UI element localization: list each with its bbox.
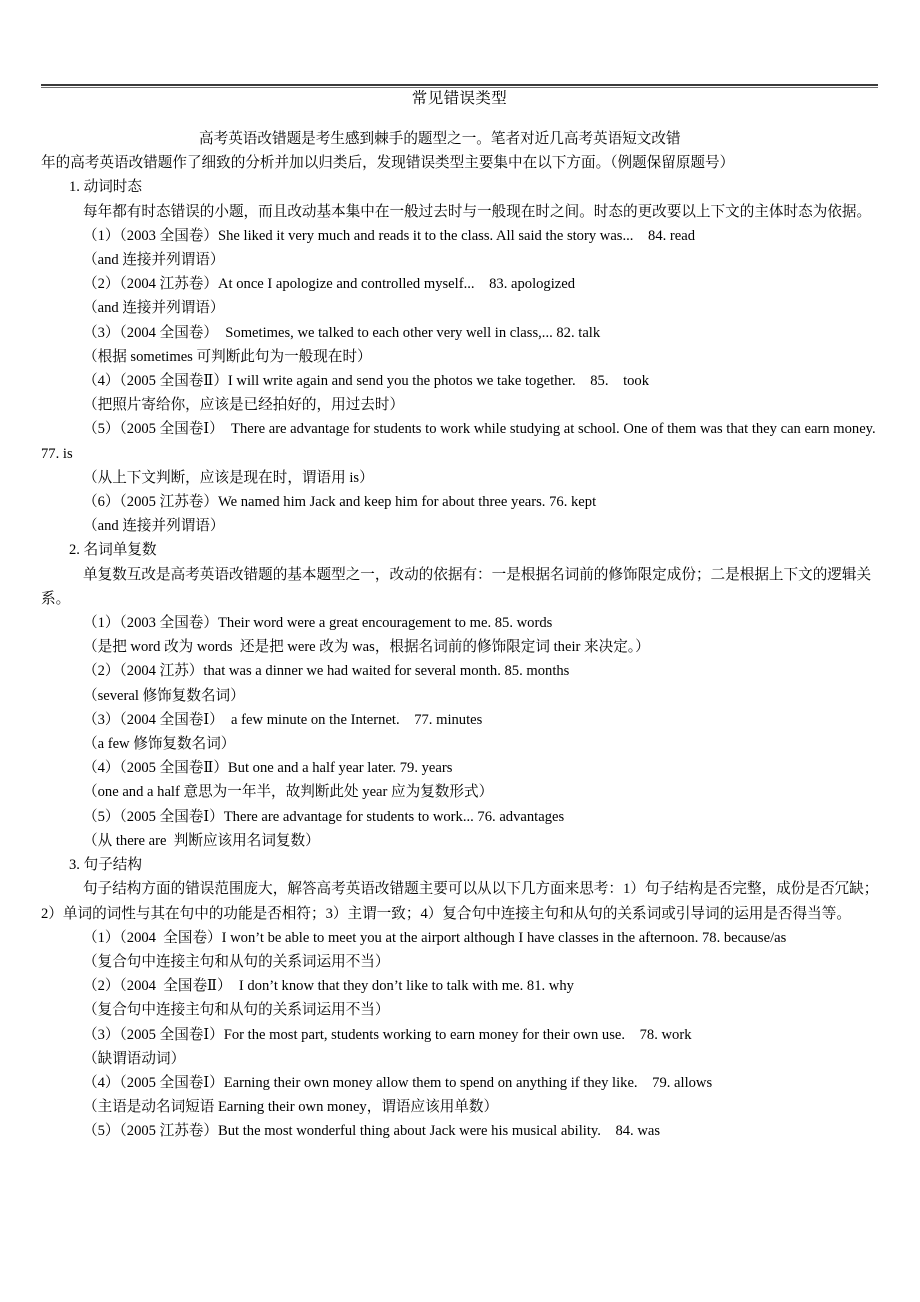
example-1-5: （5）（2005 全国卷Ⅰ） There are advantage for students to work while studying at school. One of them was that they can earn money. 77. is	[41, 421, 880, 462]
example-1-3: （3）（2004 全国卷） Sometimes, we talked to each other very well in class,... 82. talk	[83, 324, 601, 341]
section-description-2: 单复数互改是高考英语改错题的基本题型之一，改动的依据有：一是根据名词前的修饰限定成份；二是根据上下文的逻辑关系。	[41, 566, 872, 607]
example-1-1: （1）（2003 全国卷）She liked it very much and reads it to the class. All said the story was... 84. read	[83, 227, 696, 244]
note-1-2: （and 连接并列谓语）	[83, 300, 225, 317]
section-description-1: 每年都有时态错误的小题，而且改动基本集中在一般过去时与一般现在时之间。时态的更改要以上下文的主体时态为依据。	[83, 203, 872, 220]
note-3-1: （复合句中连接主句和从句的关系词运用不当）	[83, 953, 390, 970]
note-1-5: （从上下文判断，应该是现在时，谓语用 is）	[83, 469, 374, 486]
note-1-1: （and 连接并列谓语）	[83, 252, 225, 269]
example-2-4: （4）（2005 全国卷Ⅱ）But one and a half year later. 79. years	[83, 760, 453, 777]
note-3-4: （主语是动名词短语 Earning their own money，谓语应该用单数）	[83, 1099, 499, 1116]
section-heading-3: 3. 句子结构	[69, 857, 142, 874]
note-2-3: （a few 修饰复数名词）	[83, 736, 236, 753]
example-2-5: （5）（2005 全国卷Ⅰ）There are advantage for students to work... 76. advantages	[83, 808, 565, 825]
example-3-1: （1）（2004 全国卷）I won’t be able to meet you at the airport although I have classes in the afternoon. 78. because/as	[83, 929, 787, 946]
example-3-5: （5）（2005 江苏卷）But the most wonderful thing about Jack were his musical ability. 84. was	[83, 1123, 661, 1140]
intro-lead: 高考英语改错题是考生感到棘手的题型之一。笔者对近几高考英语短文改错	[199, 131, 681, 147]
example-3-4: （4）（2005 全国卷Ⅰ）Earning their own money allow them to spend on anything if they like. 79. allows	[83, 1074, 713, 1091]
intro-rest: 年的高考英语改错题作了细致的分析并加以归类后，发现错误类型主要集中在以下方面。（例题保留原题号）	[41, 155, 735, 172]
example-3-3: （3）（2005 全国卷Ⅰ）For the most part, students working to earn money for their own use. 78. work	[83, 1026, 692, 1043]
note-3-2: （复合句中连接主句和从句的关系词运用不当）	[83, 1002, 390, 1019]
section-heading-2: 2. 名词单复数	[69, 542, 157, 559]
note-2-5: （从 there are 判断应该用名词复数）	[83, 832, 320, 849]
note-2-2: （several 修饰复数名词）	[83, 687, 245, 704]
example-3-2: （2）（2004 全国卷Ⅱ） I don’t know that they don’t like to talk with me. 81. why	[83, 978, 574, 995]
section-description-3: 句子结构方面的错误范围庞大，解答高考英语改错题主要可以从以下几方面来思考：1）句子结构是否完整，成份是否冗缺；2）单词的词性与其在句中的功能是否相符；3）主谓一致；4）复合句中连接主句和从句的关系词或引导词的运用是否得当等。	[41, 881, 879, 922]
note-2-4: （one and a half 意思为一年半，故判断此处 year 应为复数形式）	[83, 784, 494, 801]
example-1-6: （6）（2005 江苏卷）We named him Jack and keep him for about three years. 76. kept	[83, 494, 597, 511]
example-2-2: （2）（2004 江苏）that was a dinner we had waited for several month. 85. months	[83, 663, 570, 680]
example-2-1: （1）（2003 全国卷）Their word were a great encouragement to me. 85. words	[83, 615, 553, 632]
example-2-3: （3）（2004 全国卷Ⅰ） a few minute on the Internet. 77. minutes	[83, 711, 483, 728]
note-2-1: （是把 word 改为 words 还是把 were 改为 was，根据名词前的修饰限定词 their 来决定。）	[83, 639, 650, 656]
page-title: 常见错误类型	[411, 90, 508, 107]
document-body	[41, 127, 882, 1144]
note-1-6: （and 连接并列谓语）	[83, 518, 225, 535]
example-1-2: （2）（2004 江苏卷）At once I apologize and controlled myself... 83. apologized	[83, 276, 576, 293]
section-heading-1: 1. 动词时态	[69, 179, 142, 196]
note-1-4: （把照片寄给你，应该是已经拍好的，用过去时）	[83, 397, 405, 414]
note-3-3: （缺谓语动词）	[83, 1050, 186, 1067]
note-1-3: （根据 sometimes 可判断此句为一般现在时）	[83, 348, 372, 365]
example-1-4: （4）（2005 全国卷Ⅱ）I will write again and send you the photos we take together. 85. took	[83, 373, 650, 390]
